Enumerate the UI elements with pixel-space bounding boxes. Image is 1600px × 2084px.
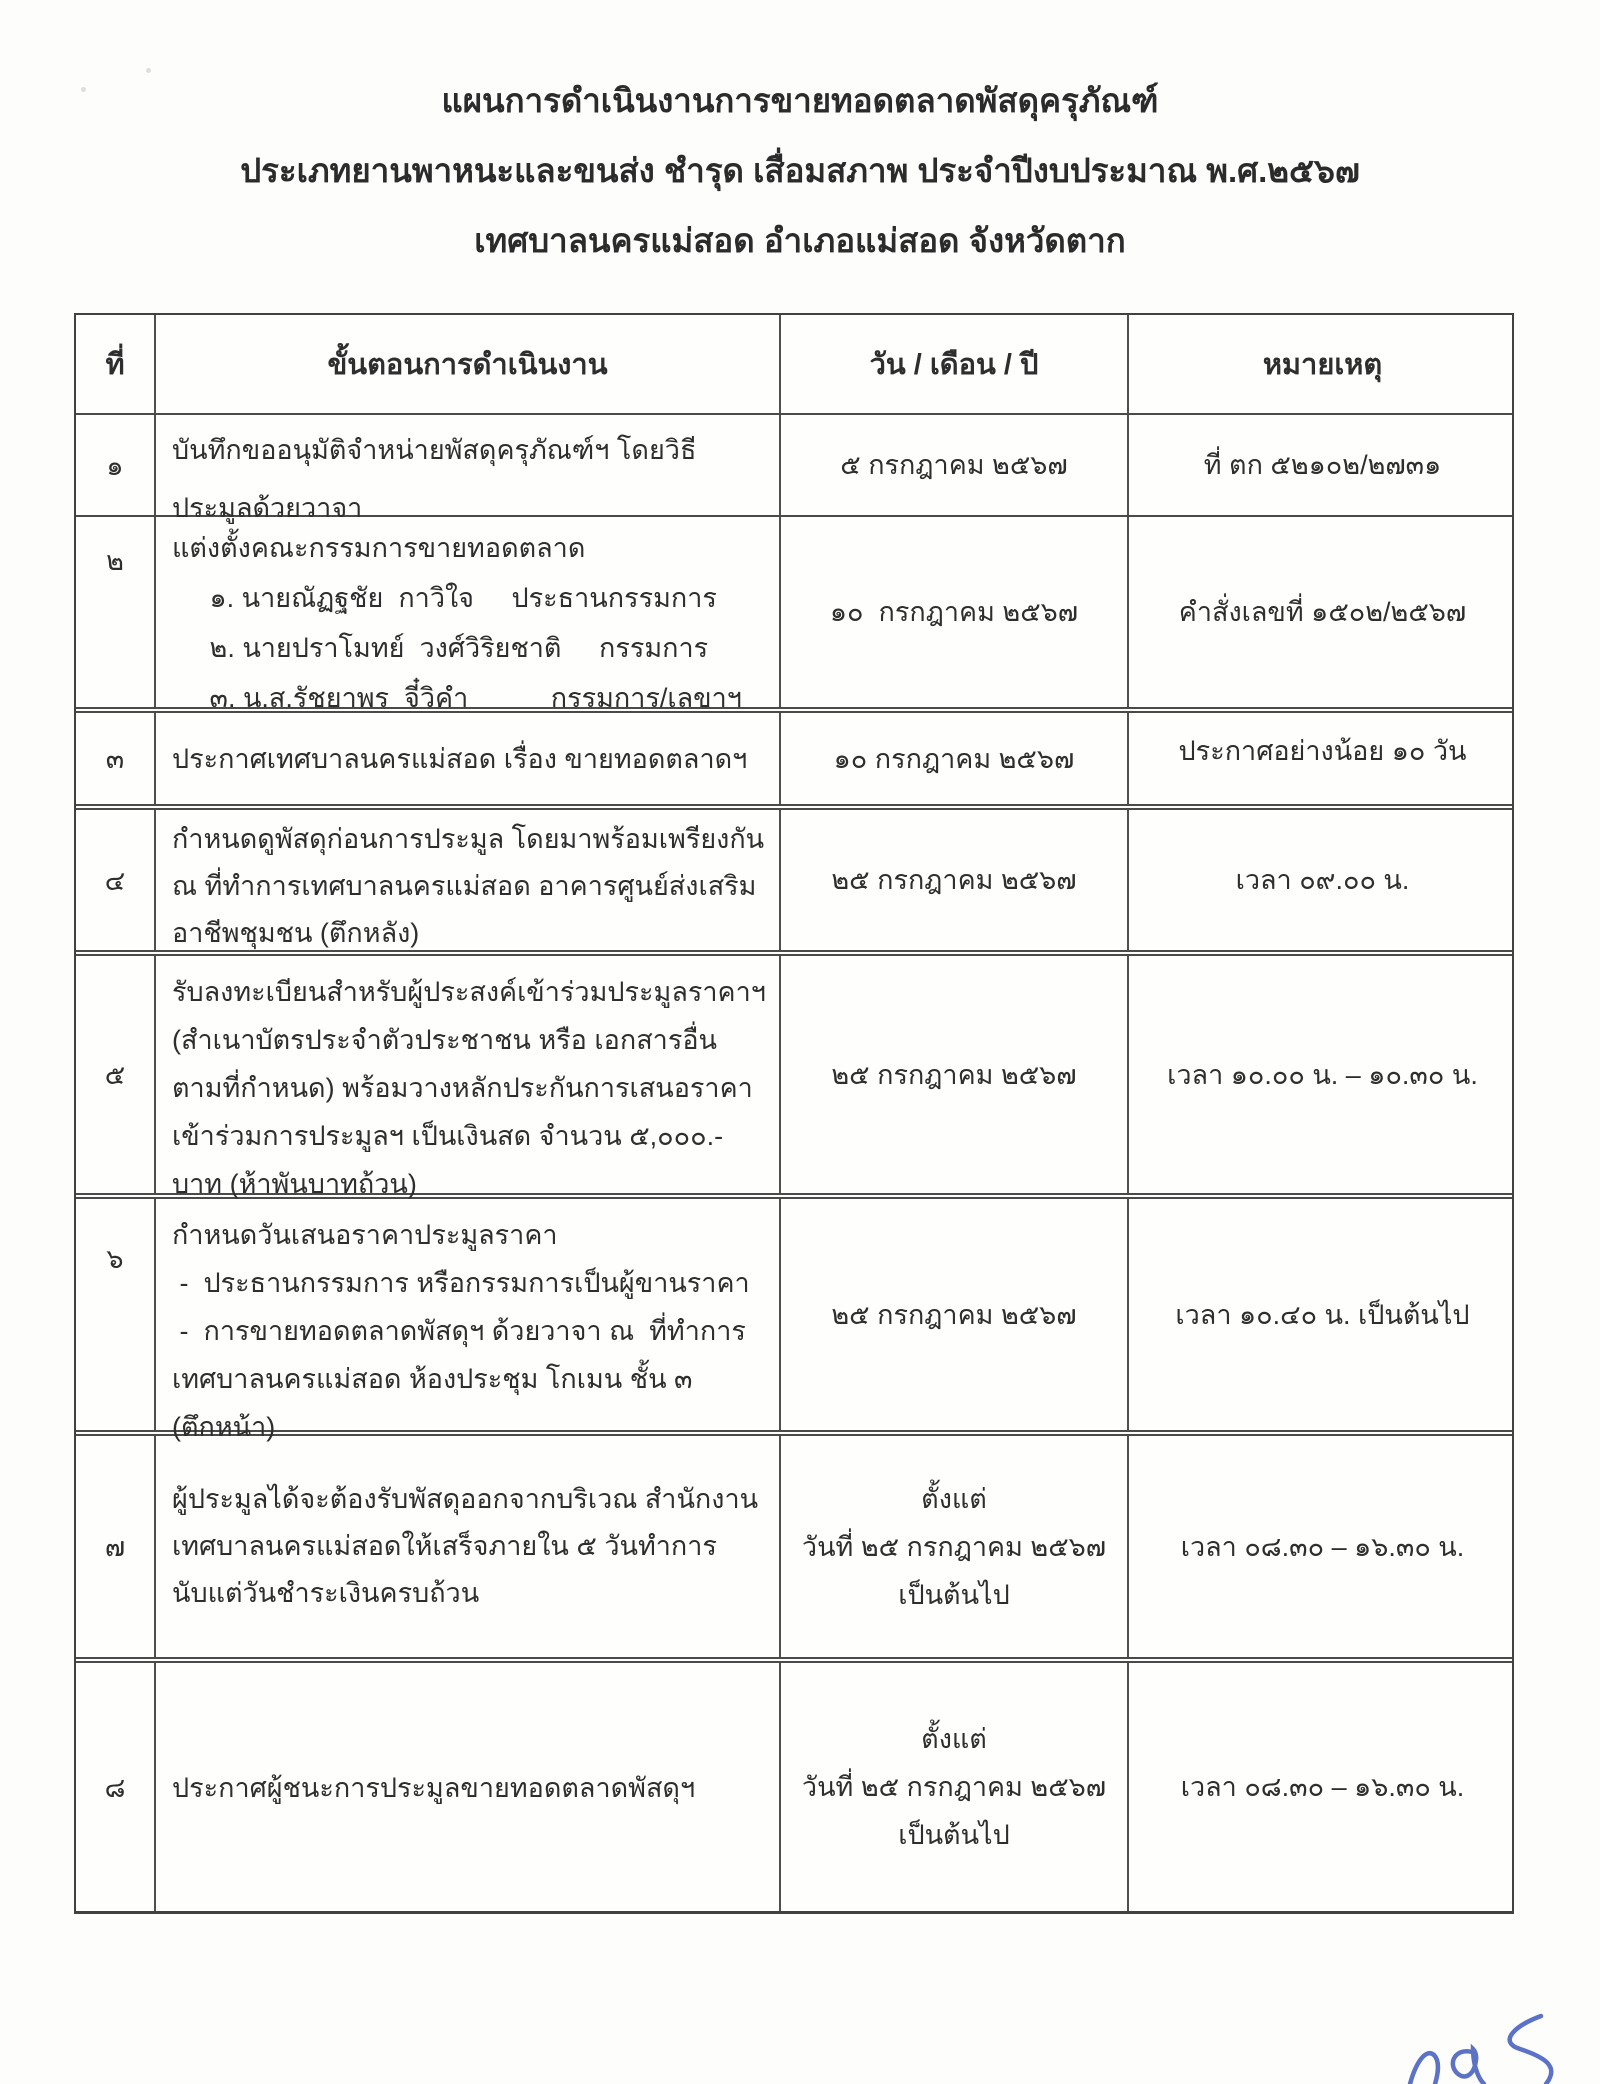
row-date xyxy=(781,956,1129,1193)
row-date xyxy=(781,1436,1129,1657)
row-steps xyxy=(156,415,781,523)
table-row xyxy=(76,1199,1512,1442)
row-date xyxy=(781,810,1129,950)
step-line: ประกาศผู้ชนะการประมูลขายทอดตลาดพัสดุฯ xyxy=(172,1772,696,1803)
scan-speck xyxy=(146,68,151,73)
note-line: เวลา ๐๙.๐๐ น. xyxy=(1235,865,1410,895)
row-steps xyxy=(156,1663,781,1911)
date-line: ๕ กรกฎาคม ๒๕๖๗ xyxy=(840,450,1068,480)
scan-speck xyxy=(81,87,86,92)
row-steps xyxy=(156,1436,781,1657)
step-line: เทศบาลนครแม่สอด ห้องประชุม โกเมน ชั้น ๓ xyxy=(172,1364,693,1394)
row-note xyxy=(1129,956,1516,1193)
step-line: กำหนดดูพัสดุก่อนการประมูล โดยมาพร้อมเพรียงกัน xyxy=(172,824,765,854)
step-line: บันทึกขออนุมัติจำหน่ายพัสดุครุภัณฑ์ฯ โดยวิธี xyxy=(172,435,697,465)
row-date xyxy=(781,415,1129,515)
table-row xyxy=(76,956,1512,1199)
date-line: ตั้งแต่ xyxy=(921,1724,987,1754)
step-line: รับลงทะเบียนสำหรับผู้ประสงค์เข้าร่วมประมูลราคาฯ xyxy=(172,977,766,1007)
title-line-3: เทศบาลนครแม่สอด อำเภอแม่สอด จังหวัดตาก xyxy=(474,222,1126,259)
row-number: ๖ xyxy=(76,1199,156,1430)
signature-stroke-h xyxy=(1410,2053,1438,2084)
step-line: (ตึกหน้า) xyxy=(172,1412,276,1442)
row-steps xyxy=(156,810,781,950)
row-number: ๘ xyxy=(76,1663,156,1911)
row-number: ๓ xyxy=(76,713,156,804)
note-line: ประกาศอย่างน้อย ๑๐ วัน xyxy=(1178,736,1467,766)
title-line-1: แผนการดำเนินงานการขายทอดตลาดพัสดุครุภัณฑ์ xyxy=(441,82,1159,119)
step-line: ประมูลด้วยวาจา xyxy=(172,493,363,523)
row-note xyxy=(1129,1436,1516,1657)
date-line: วันที่ ๒๕ กรกฎาคม ๒๕๖๗ xyxy=(801,1531,1107,1562)
date-line: ๑๐ กรกฎาคม ๒๕๖๗ xyxy=(833,743,1075,774)
date-line: เป็นต้นไป xyxy=(898,1579,1010,1610)
table-row xyxy=(76,1436,1512,1663)
note-line: เวลา ๐๘.๓๐ – ๑๖.๓๐ น. xyxy=(1180,1531,1465,1562)
row-note xyxy=(1129,1663,1516,1911)
date-line: ๑๐ กรกฎาคม ๒๕๖๗ xyxy=(829,597,1079,627)
date-line: ๒๕ กรกฎาคม ๒๕๖๗ xyxy=(831,865,1077,895)
step-line: - ประธานกรรมการ หรือกรรมการเป็นผู้ขานราคา xyxy=(172,1268,750,1298)
step-line: เทศบาลนครแม่สอดให้เสร็จภายใน ๕ วันทำการ xyxy=(172,1531,717,1561)
step-line: (สำเนาบัตรประจำตัวประชาชน หรือ เอกสารอื่น xyxy=(172,1025,718,1055)
date-line: ๒๕ กรกฎาคม ๒๕๖๗ xyxy=(831,1059,1077,1090)
row-note xyxy=(1129,810,1516,950)
signature-stroke-s xyxy=(1510,2016,1552,2084)
table-row xyxy=(76,810,1512,956)
table-row xyxy=(76,517,1512,713)
header-note: หมายเหตุ xyxy=(1262,349,1383,381)
header-date: วัน / เดือน / ปี xyxy=(781,315,1129,413)
step-line: ตามที่กำหนด) พร้อมวางหลักประกันการเสนอราคา xyxy=(172,1073,753,1103)
step-line: ประกาศเทศบาลนครแม่สอด เรื่อง ขายทอดตลาดฯ xyxy=(172,744,748,774)
step-line: บาท (ห้าพันบาทถ้วน) xyxy=(172,1169,417,1199)
table-header-row xyxy=(76,315,1512,415)
table-row xyxy=(76,713,1512,810)
row-number: ๕ xyxy=(76,956,156,1193)
note-line: เวลา ๐๘.๓๐ – ๑๖.๓๐ น. xyxy=(1180,1772,1465,1802)
table-row xyxy=(76,415,1512,523)
document-title xyxy=(0,66,1600,276)
table-row xyxy=(76,1663,1512,1911)
row-steps xyxy=(156,956,781,1199)
row-date xyxy=(781,1199,1129,1430)
header-step: ขั้นตอนการดำเนินงาน xyxy=(156,315,781,413)
handwritten-signature xyxy=(1388,1988,1600,2084)
row-note xyxy=(1129,415,1516,515)
signature-stroke-a xyxy=(1453,2049,1484,2084)
title-line-2: ประเภทยานพาหนะและขนส่ง ชำรุด เสื่อมสภาพ ประจำปีงบประมาณ พ.ศ.๒๕๖๗ xyxy=(240,152,1360,189)
step-line: ๒. นายปราโมทย์ วงศ์วิริยชาติ กรรมการ xyxy=(172,633,709,663)
row-number: ๑ xyxy=(76,415,156,515)
row-note xyxy=(1129,713,1516,804)
row-number: ๔ xyxy=(76,810,156,950)
note-line: เวลา ๑๐.๐๐ น. – ๑๐.๓๐ น. xyxy=(1167,1059,1478,1090)
step-line: ๑. นายณัฏฐชัย กาวิใจ ประธานกรรมการ xyxy=(172,583,717,613)
step-line: อาชีพชุมชน (ตึกหลัง) xyxy=(172,918,420,948)
step-line: - การขายทอดตลาดพัสดุฯ ด้วยวาจา ณ ที่ทำการ xyxy=(172,1316,746,1346)
step-line: ๓. น.ส.รัชยาพร จี๋วิคำ กรรมการ/เลขาฯ xyxy=(172,683,742,713)
date-line: เป็นต้นไป xyxy=(898,1820,1010,1850)
row-date xyxy=(781,517,1129,707)
step-line: ผู้ประมูลได้จะต้องรับพัสดุออกจากบริเวณ สำนักงาน xyxy=(172,1484,759,1514)
row-steps xyxy=(156,1199,781,1442)
row-number: ๗ xyxy=(76,1436,156,1657)
row-date xyxy=(781,713,1129,804)
step-line: แต่งตั้งคณะกรรมการขายทอดตลาด xyxy=(172,533,586,563)
date-line: วันที่ ๒๕ กรกฎาคม ๒๕๖๗ xyxy=(801,1772,1107,1802)
row-note xyxy=(1129,1199,1516,1430)
row-number: ๒ xyxy=(76,517,156,707)
step-line: นับแต่วันชำระเงินครบถ้วน xyxy=(172,1578,480,1608)
row-date xyxy=(781,1663,1129,1911)
note-line: ที่ ตก ๕๒๑๐๒/๒๗๓๑ xyxy=(1203,450,1442,480)
row-steps xyxy=(156,517,781,713)
note-line: เวลา ๑๐.๔๐ น. เป็นต้นไป xyxy=(1175,1299,1470,1330)
step-line: กำหนดวันเสนอราคาประมูลราคา xyxy=(172,1220,558,1250)
schedule-table xyxy=(74,313,1514,1914)
note-line: คำสั่งเลขที่ ๑๕๐๒/๒๕๖๗ xyxy=(1178,597,1467,627)
step-line: ณ ที่ทำการเทศบาลนครแม่สอด อาคารศูนย์ส่งเสริม xyxy=(172,871,757,901)
date-line: ๒๕ กรกฎาคม ๒๕๖๗ xyxy=(831,1299,1077,1330)
date-line: ตั้งแต่ xyxy=(921,1483,987,1514)
step-line: เข้าร่วมการประมูลฯ เป็นเงินสด จำนวน ๕,๐๐๐.- xyxy=(172,1121,724,1151)
row-note xyxy=(1129,517,1516,707)
row-steps xyxy=(156,713,781,804)
header-no: ที่ xyxy=(76,315,156,413)
